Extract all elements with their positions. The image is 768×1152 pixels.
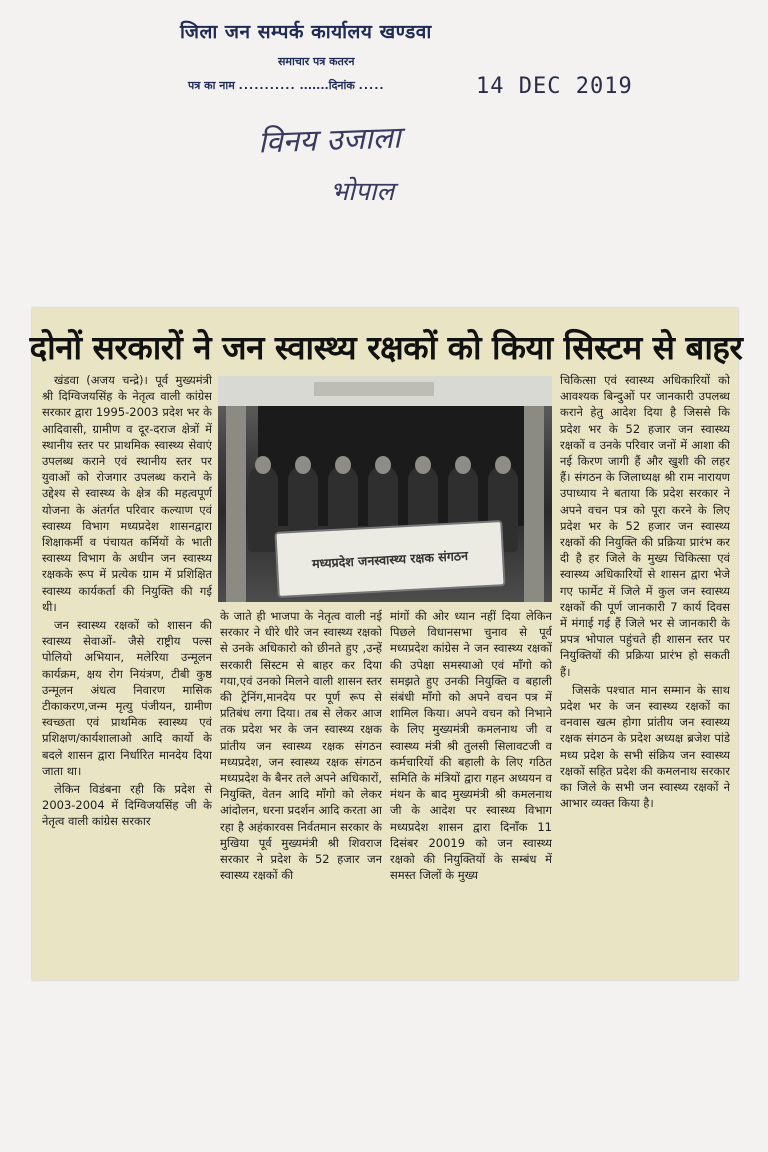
paragraph: के जाते ही भाजपा के नेतृत्व वाली नई सरकार ने धीरे धीरे जन स्वास्थ्य रक्षको से उनके अधिकारो को छीनते हुए ,उन्हें सरकारी सिस्टम से बाहर कर दिया गया,एवं उनको मिलने वाली शासन स्तर की ट्रेनिंग,मानदेय पर पूर्ण रूप से प्रतिबंध लगा दिया। तब से लेकर आज तक प्रदेश भर के जन स्वास्थ्य रक्षक प्रांतीय जन स्वास्थ्य रक्षक संगठन मध्यप्रदेश, जन स्वास्थ्य रक्षक संगठन मध्यप्रदेश के बैनर तले अपने अधिकारों, नियुक्ति, वेतन आदि मॉंगो को लेकर आंदोलन, धरना प्रदर्शन आदि करता आ रहा है अहंकारवस निर्वतमान सरकार के मुखिया पूर्व मुख्यमंत्री श्री शिवराज सरकार ने प्रदेश के 52 हजार जन स्वास्थ्य रक्षकों की	[220, 609, 382, 883]
article-column-4	[560, 372, 730, 972]
paragraph: चिकित्सा एवं स्वास्थ्य अधिकारियों को आवश्यक बिन्दुओं पर जानकारी उपलब्ध कराने हेतु आदेश दिया है जिससे कि प्रदेश भर के 52 हजार जन स्वास्थ्य रक्षकों व उनके परिवार जनों में आशा की नई किरण जागी हैं और खुशी की लहर हैं। संगठन के जिलाध्यक्ष श्री राम नारायण उपाध्याय ने बताया कि प्रदेश सरकार ने अपने वचन पत्र को पूरा करने के लिए प्रदेश भर के 52 हजार जन स्वास्थ्य रक्षकों की नियुक्ति की प्रक्रिया प्रारंभ कर दी है हर जिले के मुख्य चिकित्सा एवं स्वास्थ्य अधिकारियों से शासन द्वारा भेजे गए फार्मेट में जिले में कुल जन स्वास्थ्य रक्षकों की पूर्ण जानकारी 7 कार्य दिवस में मंगाई गई हैं जिले भर से जानकारी के प्रपत्र भोपाल पहुंचते ही शासन स्तर पर नियुक्तियों की प्रक्रिया प्रारंभ हो सकती हैं।	[560, 373, 730, 679]
date-stamp: 14 DEC 2019	[476, 74, 633, 99]
photo-face	[455, 456, 471, 474]
date-dots: .....	[358, 79, 385, 92]
newspaper-clipping	[29, 308, 743, 980]
article-column-3	[390, 608, 552, 972]
photo-pillar	[524, 406, 544, 602]
newspaper-dots: ...........	[238, 79, 296, 92]
photo-face	[495, 456, 511, 474]
article-column-1	[42, 372, 212, 972]
photo-face	[295, 456, 311, 474]
photo-pillar	[226, 406, 246, 602]
photo-face	[335, 456, 351, 474]
letterhead	[0, 0, 768, 300]
photo-wall-sign	[314, 382, 434, 396]
clipping-subtitle: समाचार पत्र कतरन	[278, 55, 355, 68]
photo-face	[375, 456, 391, 474]
photo-face	[415, 456, 431, 474]
date-label: .......दिनांक	[299, 79, 355, 92]
photo-person	[248, 466, 278, 552]
handwritten-newspaper-name: विनय उजाला	[257, 120, 402, 161]
paragraph: जिसके पश्चात मान सम्मान के साथ प्रदेश भर के जन स्वास्थ्य रक्षकों का वनवास खत्म होगा प्रांतीय जन स्वास्थ्य रक्षक संगठन के प्रदेश अध्यक्ष ब्रजेश पांडे मध्य प्रदेश के सभी संक्रिय जन स्वास्थ्य रक्षकों सहित प्रदेश की कमलनाथ सरकार का जिले के सभी जन स्वास्थ्य रक्षकों ने आभार व्यक्त किया है।	[560, 682, 730, 811]
paragraph: लेकिन विडंबना रही कि प्रदेश से 2003-2004 में दिग्विजयसिंह जी के नेतृत्व वाली कांग्रेस सरकार	[42, 782, 212, 829]
newspaper-label: पत्र का नाम	[188, 79, 235, 92]
article-headline: दोनों सरकारों ने जन स्वास्थ्य रक्षकों को किया सिस्टम से बाहर	[29, 327, 743, 367]
paragraph: मांगों की ओर ध्यान नहीं दिया लेकिन पिछले विधानसभा चुनाव से पूर्व मध्यप्रदेश कांग्रेस ने जन स्वास्थ्य रक्षकों की उपेक्षा समस्याओ एवं मॉंगो को समझते हुए उनकी नियुक्ति व बहाली संबंधी मॉंगो को अपने वचन पत्र में शामिल किया। अपने वचन को निभाने के लिए मुख्यमंत्री कमलनाथ जी व स्वास्थ्य मंत्री श्री तुलसी सिलावटजी व कर्मचारियों की बहाली के लिए गठित समिति के मंत्रियों द्वारा गहन अध्ययन व मंथन के बाद मुख्यमंत्री श्री कमलनाथ जी के आदेश पर स्वास्थ्य विभाग मध्यप्रदेश शासन द्वारा दिनॉंक 11 दिसंबर 20019 को जन स्वास्थ्य रक्षको की नियुक्तियों के सम्बंध में समस्त जिलों के मुख्य	[390, 609, 552, 883]
handwritten-city: भोपाल	[330, 177, 395, 207]
office-title: जिला जन सम्पर्क कार्यालय खण्डवा	[180, 21, 432, 43]
paragraph: खंडवा (अजय चन्द्रे)। पूर्व मुख्यमंत्री श्री दिग्विजयसिंह के नेतृत्व वाली कांग्रेस सरकार द्वारा 1995-2003 प्रदेश भर के आदिवासी, ग्रामीण व दूर-दराज क्षेत्रों में स्थानीय स्तर पर प्राथमिक स्वास्थ्य सेवाएं उपलब्ध कराने एवं स्थानीय स्तर पर युवाओं को रोजगार उपलब्ध कराने के उद्देश्य से स्वास्थ्य के क्षेत्र की महत्वपूर्ण योजना के अंतर्गत परिवार कल्याण एवं स्वास्थ्य विभाग मध्यप्रदेश शासनद्वारा शिक्षाकर्मी व पंचायत कर्मियों के भाती स्वास्थ्य विभाग के अधीन जन स्वास्थ्य रक्षकके रूप में प्रत्येक ग्राम में प्रशिक्षित स्वास्थ्य कार्यकर्ता की नियुक्ति की गई थी।	[42, 373, 212, 614]
article-column-2	[220, 608, 382, 972]
paragraph: जन स्वास्थ्य रक्षकों को शासन की स्वास्थ्य सेवाओं- जैसे राष्ट्रीय पल्स पोलियो अभियान, मलेरिया उन्मूलन कार्यक्रम, क्षय रोग नियंत्रण, टीबी कुष्ठ उन्मूलन अंधत्व निवारण मासिक टीकाकरण,जन्म मृत्यु पंजीयन, ग्रामीण स्वच्छता एवं प्राथमिक स्वास्थ्य एवं प्रशिक्षण/कार्यशालाओ आदि कार्यो के बदले शासन द्वारा निर्धारित मानदेय दिया जाता था।	[42, 618, 212, 778]
photo-face	[255, 456, 271, 474]
article-photo	[218, 376, 552, 602]
photo-banner: मध्यप्रदेश जनस्वास्थ्य रक्षक संगठन	[274, 520, 505, 598]
